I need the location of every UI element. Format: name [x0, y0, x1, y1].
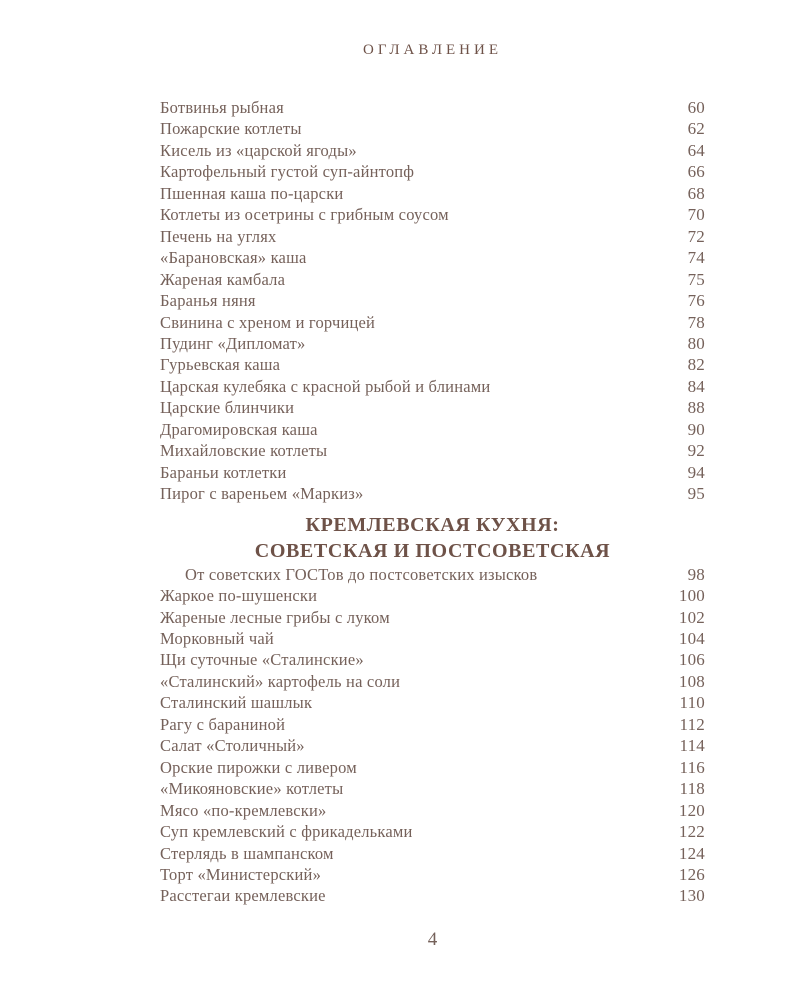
toc-entry-title: Суп кремлевский с фрикадельками	[160, 822, 413, 842]
toc-entry	[160, 183, 705, 204]
toc-entry	[160, 671, 705, 692]
toc-entry	[160, 376, 705, 397]
toc-entry-page: 120	[678, 800, 705, 820]
toc-entry	[160, 607, 705, 628]
toc-entry-page: 98	[687, 564, 705, 584]
toc-entry	[160, 97, 705, 118]
toc-entry	[160, 440, 705, 461]
toc-entry-title: Расстегаи кремлевские	[160, 886, 326, 906]
toc-entry	[160, 843, 705, 864]
toc-entry-page: 64	[687, 140, 705, 160]
toc-entry-title: Гурьевская каша	[160, 355, 281, 375]
toc-entry	[160, 333, 705, 354]
toc-entry	[160, 800, 705, 821]
toc-entry	[160, 269, 705, 290]
toc-entry-title: Свинина с хреном и горчицей	[160, 312, 376, 332]
toc-entry	[160, 290, 705, 311]
toc-entry-page: 76	[687, 291, 705, 311]
toc-entry	[160, 564, 705, 585]
toc-entry-title: Царские блинчики	[160, 398, 295, 418]
toc-entry-page: 88	[687, 398, 705, 418]
toc-entry	[160, 419, 705, 440]
toc-entry-title: Морковный чай	[160, 628, 274, 648]
toc-entry	[160, 692, 705, 713]
toc-entry	[160, 204, 705, 225]
toc-entry	[160, 161, 705, 182]
toc-entry	[160, 885, 705, 906]
toc-entry-page: 110	[679, 693, 705, 713]
toc-entry-title: Пудинг «Дипломат»	[160, 333, 306, 353]
toc-entry-page: 100	[678, 586, 705, 606]
toc-entry	[160, 354, 705, 375]
toc-entry	[160, 778, 705, 799]
toc-section-kremlin-list	[160, 564, 705, 907]
toc-entry-page: 114	[679, 736, 705, 756]
toc-entry-page: 82	[687, 355, 705, 375]
toc-entry-page: 122	[678, 822, 705, 842]
toc-entry-page: 108	[678, 671, 705, 691]
toc-entry-page: 66	[687, 162, 705, 182]
toc-entry-page: 95	[687, 484, 705, 504]
toc-entry-title: Жареная камбала	[160, 269, 286, 289]
toc-entry-page: 104	[678, 628, 705, 648]
toc-entry	[160, 821, 705, 842]
toc-entry-title: Ботвинья рыбная	[160, 98, 284, 117]
toc-entry-title: Мясо «по-кремлевски»	[160, 800, 327, 820]
toc-entry-title: Сталинский шашлык	[160, 693, 313, 713]
toc-entry-page: 106	[678, 650, 705, 670]
toc-entry	[160, 462, 705, 483]
section-title-line2: СОВЕТСКАЯ И ПОСТСОВЕТСКАЯ	[254, 539, 611, 562]
toc-entry	[160, 714, 705, 735]
toc-entry-page: 68	[687, 183, 705, 203]
toc-section-royal-list	[160, 97, 705, 505]
toc-entry-page: 90	[687, 419, 705, 439]
toc-entry	[160, 118, 705, 139]
toc-entry-page: 84	[687, 376, 705, 396]
toc-entry-title: Рагу с бараниной	[160, 714, 286, 734]
toc-entry	[160, 312, 705, 333]
toc-entry	[160, 757, 705, 778]
toc-entry-page: 72	[687, 226, 705, 246]
toc-entry	[160, 226, 705, 247]
toc-entry-title: Драгомировская каша	[160, 419, 318, 439]
toc-entry-title: Царская кулебяка с красной рыбой и блинами	[160, 376, 491, 396]
toc-entry-title: Котлеты из осетрины с грибным соусом	[160, 205, 449, 225]
toc-entry-page: 116	[679, 757, 705, 777]
toc-entry	[160, 649, 705, 670]
toc-entry-page: 126	[678, 864, 705, 884]
toc-entry-title: «Микояновские» котлеты	[160, 779, 344, 799]
toc-entry-title: Бараньи котлетки	[160, 462, 287, 482]
toc-entry-page: 80	[687, 333, 705, 353]
toc-entry	[160, 735, 705, 756]
toc-entry-page: 62	[687, 119, 705, 139]
toc-entry	[160, 864, 705, 885]
toc-entry	[160, 585, 705, 606]
toc-entry-title: Стерлядь в шампанском	[160, 843, 334, 863]
toc-entry-title: Торт «Министерский»	[160, 864, 322, 884]
toc-entry-title: «Барановская» каша	[160, 248, 307, 268]
toc-entry-page: 94	[687, 462, 705, 482]
toc-entry-page: 74	[687, 248, 705, 268]
toc-entry-page: 70	[687, 205, 705, 225]
toc-entry-page: 130	[678, 886, 705, 906]
section-title-line1: КРЕМЛЕВСКАЯ КУХНЯ:	[305, 513, 560, 536]
toc-entry-title: Жаркое по-шушенски	[160, 586, 318, 606]
toc-entry-page: 118	[679, 779, 705, 799]
toc-entry-title: Орские пирожки с ливером	[160, 757, 357, 777]
toc-entry-title: Картофельный густой суп-айнтопф	[160, 162, 415, 182]
toc-entry-title: Салат «Столичный»	[160, 736, 305, 756]
toc-entry-page: 75	[687, 269, 705, 289]
toc-entry-title: Жареные лесные грибы с луком	[160, 607, 390, 627]
page-title: ОГЛАВЛЕНИЕ	[363, 42, 502, 58]
toc-entry-title: Кисель из «царской ягоды»	[160, 140, 357, 160]
toc-entry-title: От советских ГОСТов до постсоветских изысков	[185, 564, 538, 584]
toc-entry-page: 92	[687, 441, 705, 461]
toc-entry-title: Щи суточные «Сталинские»	[160, 650, 364, 670]
toc-entry-page: 112	[679, 714, 705, 734]
section-title	[160, 512, 705, 564]
toc-entry-page: 102	[678, 607, 705, 627]
toc-entry	[160, 247, 705, 268]
toc-content	[160, 42, 705, 951]
toc-entry-title: Пожарские котлеты	[160, 119, 302, 139]
toc-entry	[160, 397, 705, 418]
toc-entry-title: Баранья няня	[160, 291, 256, 311]
toc-entry	[160, 140, 705, 161]
toc-entry-page: 60	[687, 98, 705, 117]
page-number: 4	[427, 928, 438, 950]
toc-entry-title: Михайловские котлеты	[160, 441, 328, 461]
toc-entry	[160, 483, 705, 504]
toc-entry-title: Пирог с вареньем «Маркиз»	[160, 484, 364, 504]
toc-entry	[160, 628, 705, 649]
toc-entry-title: «Сталинский» картофель на соли	[160, 671, 401, 691]
toc-entry-page: 124	[678, 843, 705, 863]
toc-entry-title: Печень на углях	[160, 226, 277, 246]
toc-entry-page: 78	[687, 312, 705, 332]
toc-entry-title: Пшенная каша по-царски	[160, 183, 344, 203]
